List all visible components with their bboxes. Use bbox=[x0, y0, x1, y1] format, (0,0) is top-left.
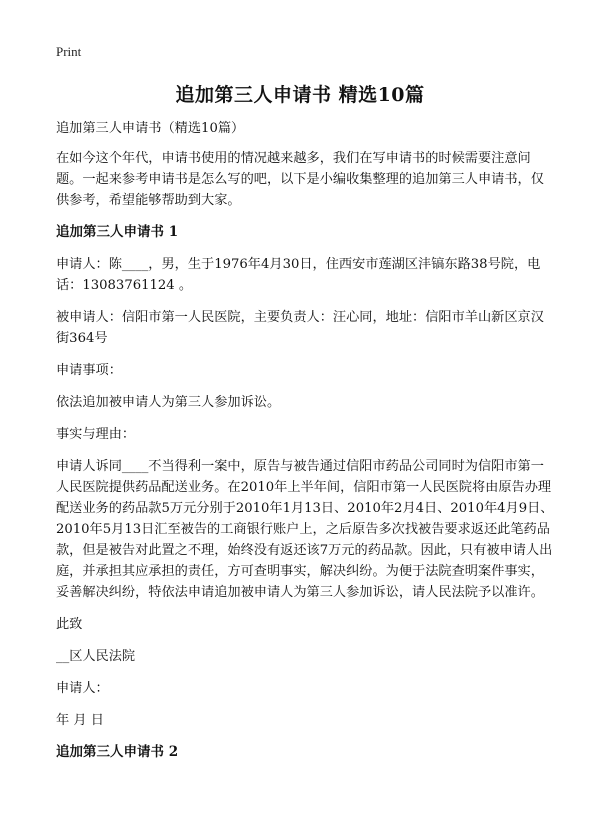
closing-line: 此致 bbox=[56, 617, 83, 632]
date-line: 年 月 日 bbox=[56, 713, 104, 728]
section-heading-1: 追加第三人申请书 1 bbox=[56, 224, 179, 240]
matters-paragraph: 依法追加被申请人为第三人参加诉讼。 bbox=[56, 395, 281, 410]
document-subtitle: 追加第三人申请书（精选10篇） bbox=[56, 121, 245, 136]
court-line: __区人民法院 bbox=[56, 649, 136, 664]
respondent-paragraph: 被申请人：信阳市第一人民医院，主要负责人：汪心同，地址：信阳市羊山新区京汉街364号 bbox=[56, 310, 544, 346]
matters-label: 申请事项： bbox=[56, 363, 122, 378]
document-title: 追加第三人申请书 精选10篇 bbox=[175, 84, 425, 106]
document-body bbox=[56, 118, 556, 774]
print-label: Print bbox=[56, 44, 82, 59]
section-heading-2: 追加第三人申请书 2 bbox=[56, 744, 179, 760]
intro-paragraph: 在如今这个年代，申请书使用的情况越来越多，我们在写申请书的时候需要注意问题。一起来参考申请书是怎么写的吧，以下是小编收集整理的追加第三人申请书，仅供参考，希望能够帮助到大家。 bbox=[56, 151, 544, 208]
facts-label: 事实与理由： bbox=[56, 427, 136, 442]
applicant-paragraph: 申请人：陈____，男，生于1976年4月30日，住西安市莲湖区沣镐东路38号院，电话：13083761124 。 bbox=[56, 257, 541, 293]
signature-line: 申请人： bbox=[56, 681, 109, 696]
facts-paragraph: 申请人诉同____不当得利一案中，原告与被告通过信阳市药品公司同时为信阳市第一人民医院提供药品配送业务。在2010年上半年间，信阳市第一人民医院将由原告办理配送业务的药品款5万元分别于2010年1月13日、2010年2月4日、2010年4月9日、2010年5月13日汇至被告的工商银行账户上，之后原告多次找被告要求返还此笔药品款，但是被告对此置之不理，始终没有返还该7万元的药品款。因此，只有被申请人出庭，并承担其应承担的责任，方可查明事实，解决纠纷。为便于法院查明案件事实，妥善解决纠纷，特依法申请追加被申请人为第三人参加诉讼，请人民法院予以准许。 bbox=[56, 459, 554, 600]
